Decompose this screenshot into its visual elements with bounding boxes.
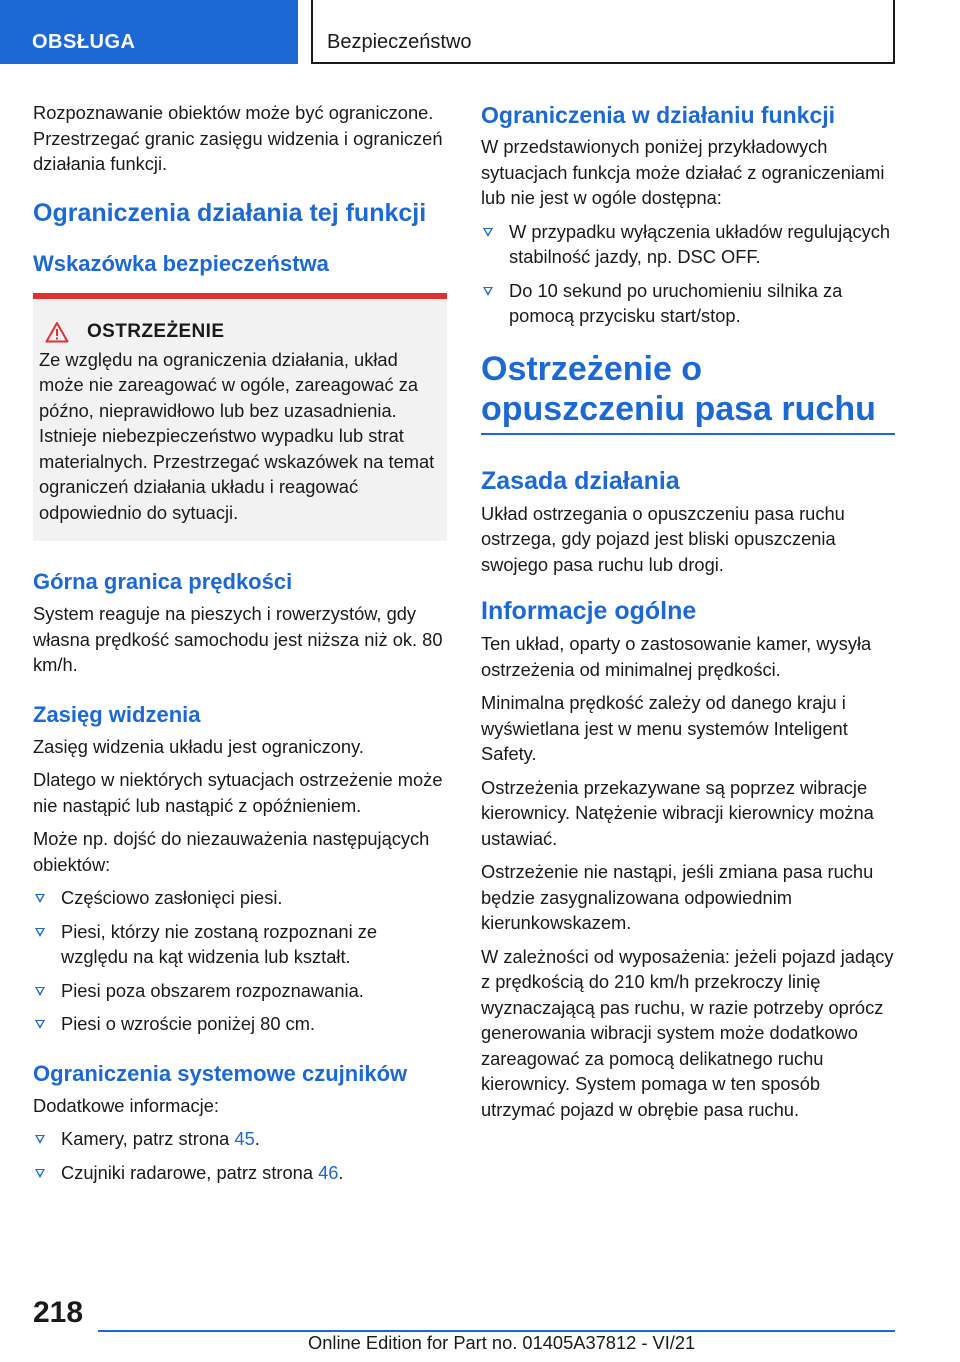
range-list — [33, 885, 447, 1037]
function-list — [481, 219, 895, 329]
chapter-title: Bezpieczeństwo — [311, 0, 895, 64]
warning-text: Ze względu na ograniczenia działania, układ może nie zareagować w ogóle, zareagować za późno, nieprawidłowo lub bez uzasadnienia. Istnieje niebezpieczeństwo wypadku lub strat materialnych. Przestrzegać wskazówek na temat ograniczeń działania układu i reagować odpowiednio do sytuacji. — [39, 348, 435, 523]
bullet-triangle-icon — [35, 987, 45, 996]
heading-operating-principle: Zasada działania — [481, 466, 680, 495]
right-column — [481, 100, 895, 1130]
warning-title-row — [39, 321, 435, 343]
list-item-text: Częściowo zasłonięci piesi. — [61, 887, 283, 908]
general-text: Minimalna prędkość zależy od danego kraju i wyświetlana jest w menu systemów Inteligent Safety. — [481, 692, 848, 764]
list-item-text: W przypadku wyłączenia układów regulujących stabilność jazdy, np. DSC OFF. — [509, 220, 891, 267]
warning-title: OSTRZEŻENIE — [87, 320, 225, 342]
general-text: Ostrzeżenie nie nastąpi, jeśli zmiana pasa ruchu będzie zasygnalizowana odpowiednim kierunkowskazem. — [481, 861, 874, 933]
heading-safety-note: Wskazówka bezpieczeństwa — [33, 250, 329, 276]
bullet-triangle-icon — [483, 228, 493, 237]
function-text: W przedstawionych poniżej przykładowych sytuacjach funkcja może działać z ograniczeniami lub nie jest w ogóle dostępna: — [481, 136, 885, 208]
list-item — [481, 219, 895, 270]
warning-box — [33, 293, 447, 542]
list-item — [33, 919, 447, 970]
heading-lane-departure: Ostrzeżenie o opuszczeniu pasa ruchu — [481, 349, 876, 428]
list-item — [33, 1160, 447, 1186]
list-item-text: Do 10 sekund po uruchomieniu silnika za pomocą przycisku start/stop. — [509, 279, 843, 326]
bullet-triangle-icon — [35, 928, 45, 937]
warning-triangle-icon — [45, 321, 69, 343]
sensors-text: Dodatkowe informacje: — [33, 1094, 219, 1116]
heading-function-restrictions: Ograniczenia w działaniu funkcji — [481, 102, 836, 128]
bullet-triangle-icon — [35, 894, 45, 903]
general-text: Ten układ, oparty o zastosowanie kamer, wysyła ostrzeżenia od minimalnej prędkości. — [481, 633, 872, 680]
heading-general-info: Informacje ogólne — [481, 597, 697, 625]
section-title-block — [481, 349, 895, 435]
list-item — [481, 278, 895, 329]
bullet-triangle-icon — [483, 287, 493, 296]
section-tab: OBSŁUGA — [0, 0, 298, 64]
general-text: Ostrzeżenia przekazywane są poprzez wibracje kierownicy. Natężenie wibracji kierownicy można ustawiać. — [481, 776, 874, 849]
general-text: W zależności od wyposażenia: jeżeli pojazd jadący z prędkością do 210 km/h przekroczy linię wyznaczającą pas ruchu, w razie potrzeby oprócz generowania wibracji system może dodatkowo zareagować za pomocą delikatnego ruchu kierownicy. System pomaga w ten sposób utrzymać pojazd w obrębie pasa ruchu. — [481, 945, 894, 1120]
list-item-text: Czujniki radarowe, patrz strona — [61, 1161, 319, 1183]
bullet-triangle-icon — [35, 1020, 45, 1029]
heading-visibility-range: Zasięg widzenia — [33, 701, 201, 727]
principle-text: Układ ostrzegania o opuszczeniu pasa ruchu ostrzega, gdy pojazd jest bliski opuszczenia swojego pasa ruchu lub drogi. — [481, 502, 845, 575]
list-item — [33, 1126, 447, 1152]
list-item-text: Piesi poza obszarem rozpoznawania. — [61, 979, 364, 1001]
speed-text: System reaguje na pieszych i rowerzystów, gdy własna prędkość samochodu jest niższa niż ok. 80 km/h. — [33, 603, 443, 675]
heading-speed-limit: Górna granica prędkości — [33, 569, 293, 594]
sensor-list — [33, 1126, 447, 1185]
list-item — [33, 978, 447, 1004]
range-text: Dlatego w niektórych sytuacjach ostrzeżenie może nie nastąpić lub nastąpić z opóźnieniem. — [33, 769, 443, 816]
range-text: Może np. dojść do niezauważenia następujących obiektów: — [33, 828, 430, 875]
heading-function-limits: Ograniczenia działania tej funkcji — [33, 198, 427, 227]
list-item-text: Piesi o wzroście poniżej 80 cm. — [61, 1013, 316, 1034]
footer-edition: Online Edition for Part no. 01405A37812 - VI/21 — [308, 1332, 696, 1353]
heading-sensor-limits: Ograniczenia systemowe czujników — [33, 1060, 408, 1086]
bullet-triangle-icon — [35, 1135, 45, 1144]
list-item — [33, 1011, 447, 1037]
bullet-triangle-icon — [35, 1169, 45, 1178]
page-link-radar[interactable]: 46 — [318, 1161, 339, 1183]
page-number: 218 — [33, 1296, 84, 1329]
left-column — [33, 100, 447, 1193]
list-item-punct: . — [254, 1128, 260, 1149]
list-item-text: Kamery, patrz strona — [61, 1128, 235, 1149]
list-item-text: Piesi, którzy nie zostaną rozpoznani ze względu na kąt widzenia lub kształt. — [61, 920, 378, 967]
list-item-punct: . — [338, 1161, 344, 1183]
range-text: Zasięg widzenia układu jest ograniczony. — [33, 735, 364, 757]
list-item — [33, 885, 447, 911]
page-link-cameras[interactable]: 45 — [234, 1128, 255, 1149]
intro-text: Rozpoznawanie obiektów może być ograniczone. Przestrzegać granic zasięgu widzenia i ograniczeń działania funkcji. — [33, 102, 443, 174]
